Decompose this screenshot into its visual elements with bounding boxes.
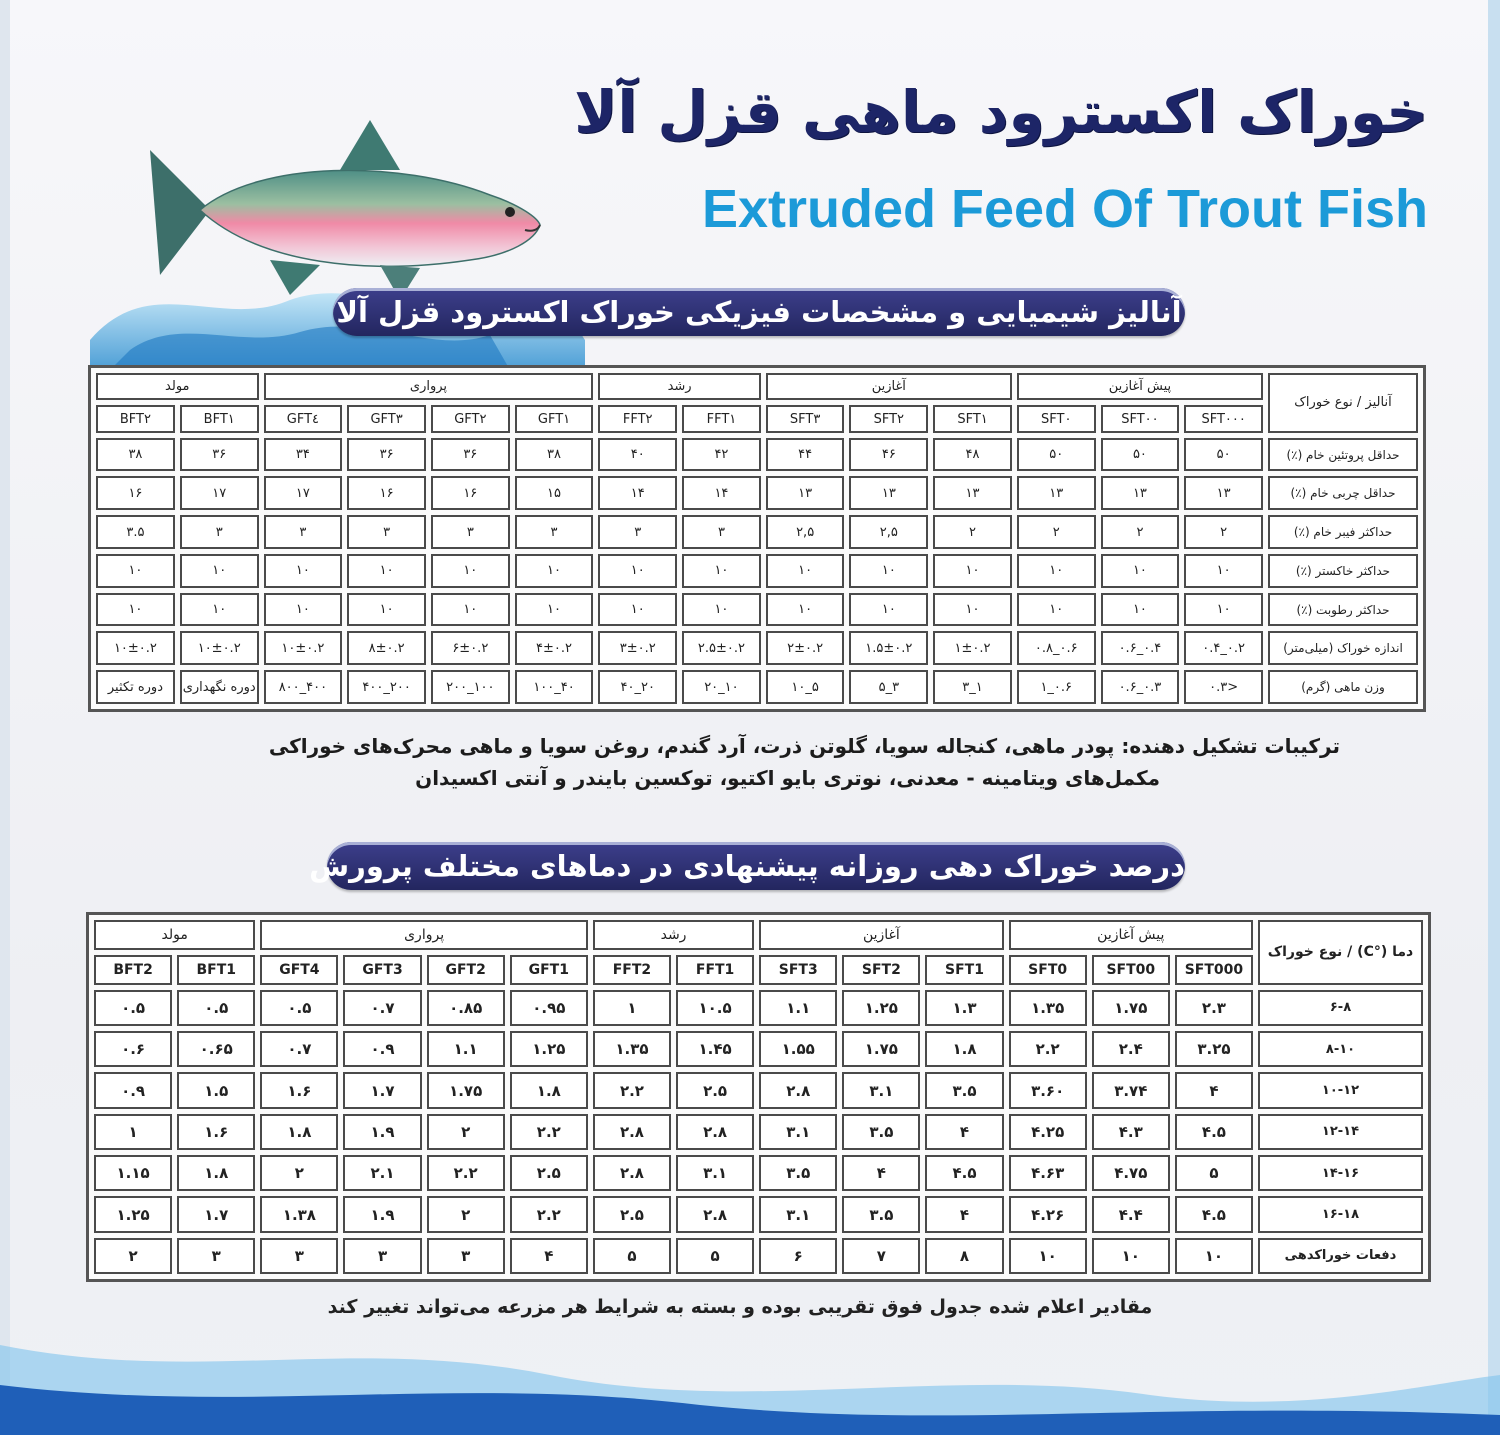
analysis-row-label: حداکثر فیبر خام (٪) xyxy=(1268,515,1418,549)
table-row xyxy=(94,990,1423,1026)
table-cell: ۱.۳۵ xyxy=(1009,990,1087,1026)
table-cell: ۱۰±۰.۲ xyxy=(180,631,259,665)
table-cell: ۱۰_۲۰ xyxy=(682,670,761,704)
table-cell: ۰.۹۵ xyxy=(510,990,588,1026)
table-cell: ۲.۸ xyxy=(676,1196,754,1232)
feed-code-header: SFT۱ xyxy=(933,405,1012,432)
table-corner-header: دما (°C) / نوع خوراک xyxy=(1258,920,1423,985)
page-title-english: Extruded Feed Of Trout Fish xyxy=(701,179,1428,239)
temperature-row-label: دفعات خوراکدهی xyxy=(1258,1238,1423,1274)
feed-code-header: GFT۳ xyxy=(347,405,426,432)
group-header-broodstock: مولد xyxy=(96,373,259,400)
table-cell: دوره نگهداری xyxy=(180,670,259,704)
table-row xyxy=(96,438,1418,472)
analysis-row-label: وزن ماهی (گرم) xyxy=(1268,670,1418,704)
table-row xyxy=(96,670,1418,704)
table-cell: ۲.۲ xyxy=(1009,1031,1087,1067)
table-cell: ۳.۱ xyxy=(759,1196,837,1232)
table-cell: ۱.۲۵ xyxy=(94,1196,172,1232)
table-cell: ۲.۸ xyxy=(593,1114,671,1150)
table-cell: ۴.۲۵ xyxy=(1009,1114,1087,1150)
table-row xyxy=(94,1072,1423,1108)
table-cell: ۱۰ xyxy=(1184,554,1263,588)
table-cell: ۱۶ xyxy=(347,476,426,510)
feeding-rate-table xyxy=(86,912,1431,1282)
group-header-starter: آغازین xyxy=(766,373,1012,400)
feed-code-header: SFT000 xyxy=(1175,955,1253,985)
table-cell: ۳ xyxy=(347,515,426,549)
table-cell: ۱۰ xyxy=(347,593,426,627)
table-cell: ۳.۷۴ xyxy=(1092,1072,1170,1108)
table-cell: ۱.۷۵ xyxy=(427,1072,505,1108)
table-cell: ۵_۱۰ xyxy=(766,670,845,704)
table-cell: ۱.۵۵ xyxy=(759,1031,837,1067)
table-cell: ۰.۵ xyxy=(94,990,172,1026)
table-cell: ۲ xyxy=(1017,515,1096,549)
table-cell: ۰.۵ xyxy=(177,990,255,1026)
table-cell: ۲ xyxy=(1184,515,1263,549)
table-cell: ۱۰ xyxy=(1175,1238,1253,1274)
table-cell: ۱.۲۵ xyxy=(510,1031,588,1067)
table-cell: ۱۰ xyxy=(264,593,343,627)
table-cell: ۱۰ xyxy=(96,554,175,588)
feeding-section-banner: درصد خوراک دهی روزانه پیشنهادی در دماهای مختلف پرورش xyxy=(327,842,1185,890)
table-cell: ۱.۳ xyxy=(925,990,1003,1026)
table-cell: ۲.۵±۰.۲ xyxy=(682,631,761,665)
table-cell: ۱۰±۰.۲ xyxy=(96,631,175,665)
group-header-growth: رشد xyxy=(598,373,760,400)
table-cell: ۱۷ xyxy=(264,476,343,510)
feed-code-header: SFT۳ xyxy=(766,405,845,432)
table-cell: ۳.۱ xyxy=(676,1155,754,1191)
table-cell: ۲.۵ xyxy=(510,1155,588,1191)
group-header-prestarter: پیش آغازین xyxy=(1017,373,1263,400)
table-cell: ۱۳ xyxy=(1184,476,1263,510)
table-cell: ۴.۶۳ xyxy=(1009,1155,1087,1191)
table-cell: ۱۰.۵ xyxy=(676,990,754,1026)
table-row xyxy=(94,1155,1423,1191)
table-cell: ۵۰ xyxy=(1017,438,1096,472)
table-cell: ۱۰ xyxy=(515,554,594,588)
ingredients-text xyxy=(160,730,1340,794)
table-cell: ۱.۷ xyxy=(177,1196,255,1232)
table-cell: ۴ xyxy=(842,1155,920,1191)
group-header-broodstock: مولد xyxy=(94,920,255,950)
feed-code-header: GFT2 xyxy=(427,955,505,985)
table-cell: ۵ xyxy=(676,1238,754,1274)
table-cell: ۵۰ xyxy=(1184,438,1263,472)
feed-code-header: BFT۱ xyxy=(180,405,259,432)
table-cell: ۲,۵ xyxy=(766,515,845,549)
table-cell: ۳.۵ xyxy=(842,1196,920,1232)
feed-code-header: GFT٤ xyxy=(264,405,343,432)
table-cell: ۱۰ xyxy=(1101,593,1180,627)
table-cell: ۴.۲۶ xyxy=(1009,1196,1087,1232)
analysis-row-label: حداقل چربی خام (٪) xyxy=(1268,476,1418,510)
table-cell: ۲.۲ xyxy=(427,1155,505,1191)
disclaimer-note: مقادیر اعلام شده جدول فوق تقریبی بوده و بسته به شرایط هر مزرعه می‌تواند تغییر کند xyxy=(327,1296,1153,1318)
analysis-row-label: حداکثر رطوبت (٪) xyxy=(1268,593,1418,627)
table-cell: ۴ xyxy=(925,1114,1003,1150)
table-cell: ۳ xyxy=(515,515,594,549)
table-cell: ۱۰ xyxy=(1009,1238,1087,1274)
table-cell: ۱۴ xyxy=(682,476,761,510)
table-cell: ۱.۸ xyxy=(177,1155,255,1191)
table-cell: ۲ xyxy=(933,515,1012,549)
table-cell: ۶ xyxy=(759,1238,837,1274)
feed-code-header: FFT2 xyxy=(593,955,671,985)
table-cell: ۱.۷۵ xyxy=(842,1031,920,1067)
table-cell: ۴ xyxy=(925,1196,1003,1232)
table-cell: ۱۰ xyxy=(933,554,1012,588)
analysis-section-banner: آنالیز شیمیایی و مشخصات فیزیکی خوراک اکسترود قزل آلا xyxy=(333,288,1185,336)
table-cell: ۰.۷ xyxy=(343,990,421,1026)
table-cell: ۳.۶۰ xyxy=(1009,1072,1087,1108)
feed-code-header: BFT1 xyxy=(177,955,255,985)
table-cell: ۴۰۰_۸۰۰ xyxy=(264,670,343,704)
table-cell: ۴۶ xyxy=(849,438,928,472)
table-cell: ۰.۵ xyxy=(260,990,338,1026)
table-cell: ۰.۷ xyxy=(260,1031,338,1067)
table-cell: ۳ xyxy=(260,1238,338,1274)
table-cell: ۴.۵ xyxy=(925,1155,1003,1191)
table-cell: ۴۴ xyxy=(766,438,845,472)
table-cell: ۱۰ xyxy=(515,593,594,627)
feed-code-header: FFT۲ xyxy=(598,405,677,432)
table-cell: ۵ xyxy=(1175,1155,1253,1191)
table-cell: ۱۳ xyxy=(1017,476,1096,510)
table-cell: ۵۰ xyxy=(1101,438,1180,472)
table-cell: ۳ xyxy=(180,515,259,549)
table-cell: ۱۷ xyxy=(180,476,259,510)
table-cell: ۸ xyxy=(925,1238,1003,1274)
table-cell: ۱.۳۵ xyxy=(593,1031,671,1067)
table-cell: ۳ xyxy=(431,515,510,549)
group-header-fattening: پرواری xyxy=(260,920,588,950)
group-header-fattening: پرواری xyxy=(264,373,594,400)
table-cell: ۳۶ xyxy=(431,438,510,472)
table-cell: ۰.۶_۰.۸ xyxy=(1017,631,1096,665)
temperature-row-label: ۸-۱۰ xyxy=(1258,1031,1423,1067)
table-cell: ۱.۱ xyxy=(759,990,837,1026)
table-cell: ۸±۰.۲ xyxy=(347,631,426,665)
table-cell: ۱.۸ xyxy=(260,1114,338,1150)
table-row xyxy=(94,1196,1423,1232)
table-cell: ۱۰ xyxy=(431,593,510,627)
table-cell: ۴.۵ xyxy=(1175,1196,1253,1232)
table-cell: ۴.۳ xyxy=(1092,1114,1170,1150)
table-cell: ۲.۳ xyxy=(1175,990,1253,1026)
feed-code-header: SFT۰۰۰ xyxy=(1184,405,1263,432)
table-cell: ۱.۳۸ xyxy=(260,1196,338,1232)
table-cell: ۱۰ xyxy=(347,554,426,588)
table-cell: ۲.۲ xyxy=(593,1072,671,1108)
table-cell: ۲.۵ xyxy=(593,1196,671,1232)
table-cell: ۳.۵ xyxy=(96,515,175,549)
table-cell: ۲.۴ xyxy=(1092,1031,1170,1067)
feed-code-header: SFT۰۰ xyxy=(1101,405,1180,432)
table-corner-header: آنالیز / نوع خوراک xyxy=(1268,373,1418,433)
table-cell: ۱۰ xyxy=(766,593,845,627)
table-cell: ۱۰ xyxy=(1092,1238,1170,1274)
table-cell: ۱۰±۰.۲ xyxy=(264,631,343,665)
table-cell: ۱±۰.۲ xyxy=(933,631,1012,665)
temperature-row-label: ۱۰-۱۲ xyxy=(1258,1072,1423,1108)
table-cell: ۱۰ xyxy=(96,593,175,627)
table-cell: ۳۴ xyxy=(264,438,343,472)
table-cell: ۱۵ xyxy=(515,476,594,510)
table-cell: ۰.۲_۰.۴ xyxy=(1184,631,1263,665)
table-cell: ۲ xyxy=(94,1238,172,1274)
table-cell: ۰.۶ xyxy=(94,1031,172,1067)
feed-code-header: SFT۰ xyxy=(1017,405,1096,432)
table-cell: ۴.۷۵ xyxy=(1092,1155,1170,1191)
analysis-table xyxy=(88,365,1426,712)
bottom-wave-decoration xyxy=(0,1305,1500,1435)
table-row xyxy=(96,476,1418,510)
table-cell: ۲۰_۴۰ xyxy=(598,670,677,704)
ingredients-line-2: مکمل‌های ویتامینه - معدنی، نوتری بایو اکتیو، توکسین بایندر و آنتی اکسیدان xyxy=(415,766,1160,790)
analysis-row-label: حداقل پروتئین خام (٪) xyxy=(1268,438,1418,472)
table-cell: ۱۳ xyxy=(766,476,845,510)
group-header-growth: رشد xyxy=(593,920,754,950)
table-cell: ۱۰ xyxy=(849,593,928,627)
group-header-prestarter: پیش آغازین xyxy=(1009,920,1253,950)
table-cell: ۲.۲ xyxy=(510,1114,588,1150)
table-cell: ۱.۸ xyxy=(925,1031,1003,1067)
table-cell: ۳۶ xyxy=(180,438,259,472)
table-cell: ۱۰ xyxy=(933,593,1012,627)
ingredients-line-1: ترکیبات تشکیل دهنده: پودر ماهی، کنجاله سویا، گلوتن ذرت، آرد گندم، روغن سویا و ماهی محرک‌های خوراکی xyxy=(268,734,1340,758)
table-cell: ۳ xyxy=(598,515,677,549)
table-cell: ۱۰ xyxy=(598,554,677,588)
table-cell: ۰.۸۵ xyxy=(427,990,505,1026)
table-cell: ۳.۱ xyxy=(759,1114,837,1150)
table-cell: ۱.۶ xyxy=(177,1114,255,1150)
table-cell: ۴.۴ xyxy=(1092,1196,1170,1232)
left-edge xyxy=(0,0,10,1435)
feed-code-header: GFT3 xyxy=(343,955,421,985)
table-cell: ۳.۵ xyxy=(925,1072,1003,1108)
table-cell: ۷ xyxy=(842,1238,920,1274)
table-cell: ۱۶ xyxy=(431,476,510,510)
page-title-persian: خوراک اکسترود ماهی قزل آلا xyxy=(574,78,1428,146)
table-cell: ۱_۳ xyxy=(933,670,1012,704)
table-cell: ۴.۵ xyxy=(1175,1114,1253,1150)
table-cell: ۱.۴۵ xyxy=(676,1031,754,1067)
table-cell: ۲.۲ xyxy=(510,1196,588,1232)
table-cell: ۴ xyxy=(510,1238,588,1274)
table-cell: ۳±۰.۲ xyxy=(598,631,677,665)
table-cell: ۳ xyxy=(264,515,343,549)
table-cell: ۳ xyxy=(682,515,761,549)
table-cell: ۱ xyxy=(593,990,671,1026)
table-cell: ۲.۸ xyxy=(593,1155,671,1191)
table-cell: ۳۸ xyxy=(96,438,175,472)
analysis-row-label: حداکثر خاکستر (٪) xyxy=(1268,554,1418,588)
table-cell: ۰.۶_۱ xyxy=(1017,670,1096,704)
table-row xyxy=(94,1238,1423,1274)
table-cell: ۱.۱ xyxy=(427,1031,505,1067)
table-cell: ۰.۹ xyxy=(94,1072,172,1108)
table-cell: ۲.۱ xyxy=(343,1155,421,1191)
table-cell: ۲ xyxy=(1101,515,1180,549)
table-cell: ۱.۹ xyxy=(343,1196,421,1232)
feed-code-header: SFT00 xyxy=(1092,955,1170,985)
table-cell: ۱۰ xyxy=(1017,593,1096,627)
table-cell: ۴۸ xyxy=(933,438,1012,472)
table-row xyxy=(96,631,1418,665)
table-cell: ۴۰_۱۰۰ xyxy=(515,670,594,704)
feed-code-header: SFT2 xyxy=(842,955,920,985)
table-cell: ۱۰ xyxy=(682,554,761,588)
table-cell: ۱۰ xyxy=(682,593,761,627)
table-cell: ۱۰ xyxy=(180,593,259,627)
table-cell: ۱.۷۵ xyxy=(1092,990,1170,1026)
table-cell: ۲ xyxy=(427,1114,505,1150)
temperature-row-label: ۱۲-۱۴ xyxy=(1258,1114,1423,1150)
table-cell: ۰.۳_۰.۶ xyxy=(1101,670,1180,704)
table-cell: ۱.۷ xyxy=(343,1072,421,1108)
table-cell: ۱.۸ xyxy=(510,1072,588,1108)
table-cell: ۳.۲۵ xyxy=(1175,1031,1253,1067)
table-cell: ۰.۹ xyxy=(343,1031,421,1067)
feed-code-header: SFT۲ xyxy=(849,405,928,432)
feed-code-header: GFT۱ xyxy=(515,405,594,432)
table-cell: ۱.۲۵ xyxy=(842,990,920,1026)
table-cell: ۲.۵ xyxy=(676,1072,754,1108)
feed-code-header: SFT0 xyxy=(1009,955,1087,985)
table-cell: ۱۰ xyxy=(849,554,928,588)
table-cell: ۱.۹ xyxy=(343,1114,421,1150)
feed-code-header: GFT4 xyxy=(260,955,338,985)
table-cell: ۱۰ xyxy=(1101,554,1180,588)
table-row xyxy=(96,593,1418,627)
table-cell: ۳.۱ xyxy=(842,1072,920,1108)
table-cell: ۴۰ xyxy=(598,438,677,472)
feed-code-header: BFT2 xyxy=(94,955,172,985)
table-cell: ۱۰ xyxy=(766,554,845,588)
table-cell: ۲ xyxy=(427,1196,505,1232)
feed-code-header: GFT1 xyxy=(510,955,588,985)
table-row xyxy=(94,1114,1423,1150)
table-cell: ۰.۴_۰.۶ xyxy=(1101,631,1180,665)
table-cell: ۲۰۰_۴۰۰ xyxy=(347,670,426,704)
analysis-row-label: اندازه خوراک (میلی‌متر) xyxy=(1268,631,1418,665)
table-cell: ۳ xyxy=(343,1238,421,1274)
feed-code-header: BFT۲ xyxy=(96,405,175,432)
table-cell: ۱.۱۵ xyxy=(94,1155,172,1191)
table-row xyxy=(96,515,1418,549)
table-cell: ۱.۵ xyxy=(177,1072,255,1108)
table-cell: ۱ xyxy=(94,1114,172,1150)
table-cell: ۱۰ xyxy=(264,554,343,588)
table-cell: ۱۳ xyxy=(1101,476,1180,510)
table-cell: ۱۳ xyxy=(849,476,928,510)
table-cell: ۱۰ xyxy=(1184,593,1263,627)
table-cell: دوره تکثیر xyxy=(96,670,175,704)
table-cell: ۲,۵ xyxy=(849,515,928,549)
temperature-row-label: ۶-۸ xyxy=(1258,990,1423,1026)
table-cell: ۲±۰.۲ xyxy=(766,631,845,665)
table-cell: ۵ xyxy=(593,1238,671,1274)
table-cell: ۳ xyxy=(177,1238,255,1274)
feed-code-header: FFT1 xyxy=(676,955,754,985)
table-cell: ۰.۶۵ xyxy=(177,1031,255,1067)
table-cell: ۳۶ xyxy=(347,438,426,472)
temperature-row-label: ۱۴-۱۶ xyxy=(1258,1155,1423,1191)
group-header-starter: آغازین xyxy=(759,920,1003,950)
table-row xyxy=(94,1031,1423,1067)
feed-code-header: GFT۲ xyxy=(431,405,510,432)
table-cell: ۱۶ xyxy=(96,476,175,510)
table-cell: ۳_۵ xyxy=(849,670,928,704)
table-cell: ۶±۰.۲ xyxy=(431,631,510,665)
right-edge xyxy=(1488,0,1500,1435)
table-cell: ۱۰ xyxy=(1017,554,1096,588)
table-cell: ۳.۵ xyxy=(842,1114,920,1150)
table-cell: ۱۰۰_۲۰۰ xyxy=(431,670,510,704)
table-cell: ۲.۸ xyxy=(676,1114,754,1150)
feed-code-header: FFT۱ xyxy=(682,405,761,432)
table-cell: ۱۰ xyxy=(431,554,510,588)
table-cell: <۰.۳ xyxy=(1184,670,1263,704)
feed-code-header: SFT3 xyxy=(759,955,837,985)
temperature-row-label: ۱۶-۱۸ xyxy=(1258,1196,1423,1232)
table-cell: ۱۰ xyxy=(180,554,259,588)
table-cell: ۱.۵±۰.۲ xyxy=(849,631,928,665)
table-cell: ۳.۵ xyxy=(759,1155,837,1191)
table-row xyxy=(96,554,1418,588)
table-cell: ۱۳ xyxy=(933,476,1012,510)
table-cell: ۲ xyxy=(260,1155,338,1191)
table-cell: ۱۴ xyxy=(598,476,677,510)
table-cell: ۴۲ xyxy=(682,438,761,472)
table-cell: ۴ xyxy=(1175,1072,1253,1108)
table-cell: ۳۸ xyxy=(515,438,594,472)
table-cell: ۱.۶ xyxy=(260,1072,338,1108)
table-cell: ۳ xyxy=(427,1238,505,1274)
table-cell: ۱۰ xyxy=(598,593,677,627)
table-cell: ۲.۸ xyxy=(759,1072,837,1108)
feed-code-header: SFT1 xyxy=(925,955,1003,985)
table-cell: ۴±۰.۲ xyxy=(515,631,594,665)
